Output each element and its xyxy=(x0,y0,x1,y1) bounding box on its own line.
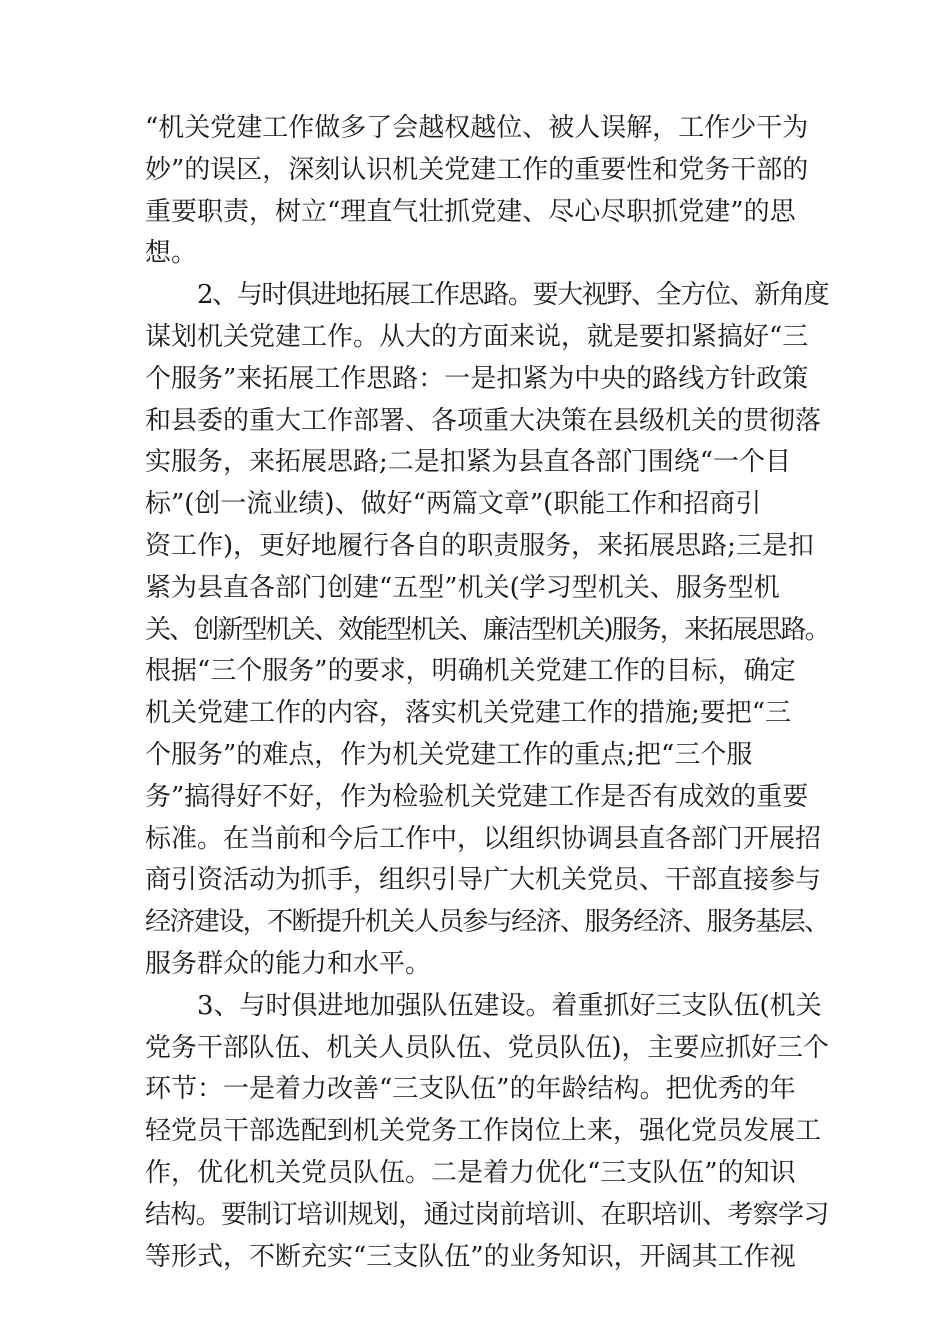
text-line: 商引资活动为抓手，组织引导广大机关党员、干部直接参与 xyxy=(145,865,822,896)
body-text xyxy=(145,108,829,1278)
paragraph-first-line: 3、与时俱进地加强队伍建设。着重抓好三支队伍(机关 xyxy=(197,990,822,1021)
text-line: 轻党员干部选配到机关党务工作岗位上来，强化党员发展工 xyxy=(145,1116,822,1147)
text-line: 妙”的误区，深刻认识机关党建工作的重要性和党务干部的 xyxy=(145,154,809,185)
text-line: 结构。要制订培训规划，通过岗前培训、在职培训、考察学习 xyxy=(145,1199,829,1230)
text-line: 党务干部队伍、机关人员队伍、党员队伍)，主要应抓好三个 xyxy=(145,1032,829,1063)
text-line: 根据“三个服务”的要求，明确机关党建工作的目标，确定 xyxy=(145,656,796,687)
text-line: 机关党建工作的内容，落实机关党建工作的措施;要把“三 xyxy=(145,698,792,729)
text-line: 经济建设，不断提升机关人员参与经济、服务经济、服务基层、 xyxy=(145,907,829,938)
paragraph-first-line: 2、与时俱进地拓展工作思路。要大视野、全方位、新角度 xyxy=(197,280,829,311)
text-line: 关、创新型机关、效能型机关、廉洁型机关)服务，来拓展思路。 xyxy=(145,614,829,645)
text-line: 个服务”来拓展工作思路：一是扣紧为中央的路线方针政策 xyxy=(145,363,809,394)
text-line: 个服务”的难点，作为机关党建工作的重点;把“三个服 xyxy=(145,739,753,770)
text-line: 资工作)，更好地履行各自的职责服务，来拓展思路;三是扣 xyxy=(145,530,814,561)
text-line: 作，优化机关党员队伍。二是着力优化“三支队伍”的知识 xyxy=(145,1157,796,1188)
text-line: 实服务，来拓展思路;二是扣紧为县直各部门围绕“一个目 xyxy=(145,447,792,478)
text-line: 标准。在当前和今后工作中，以组织协调县直各部门开展招 xyxy=(145,823,822,854)
text-line: 服务群众的能力和水平。 xyxy=(145,948,432,979)
text-line: 紧为县直各部门创建“五型”机关(学习型机关、服务型机 xyxy=(145,572,780,603)
text-line: 想。 xyxy=(145,238,198,269)
text-line: 和县委的重大工作部署、各项重大决策在县级机关的贯彻落 xyxy=(145,405,822,436)
text-line: 标”(创一流业绩)、做好“两篇文章”(职能工作和招商引 xyxy=(145,489,762,520)
text-line: 等形式，不断充实“三支队伍”的业务知识，开阔其工作视 xyxy=(145,1241,796,1272)
text-line: 重要职责，树立“理直气壮抓党建、尽心尽职抓党建”的思 xyxy=(145,196,796,227)
text-line: “机关党建工作做多了会越权越位、被人误解，工作少干为 xyxy=(145,113,809,143)
text-line: 务”搞得好不好，作为检验机关党建工作是否有成效的重要 xyxy=(145,781,809,812)
text-line: 谋划机关党建工作。从大的方面来说，就是要扣紧搞好“三 xyxy=(145,321,809,352)
text-line: 环节：一是着力改善“三支队伍”的年龄结构。把优秀的年 xyxy=(145,1074,796,1105)
